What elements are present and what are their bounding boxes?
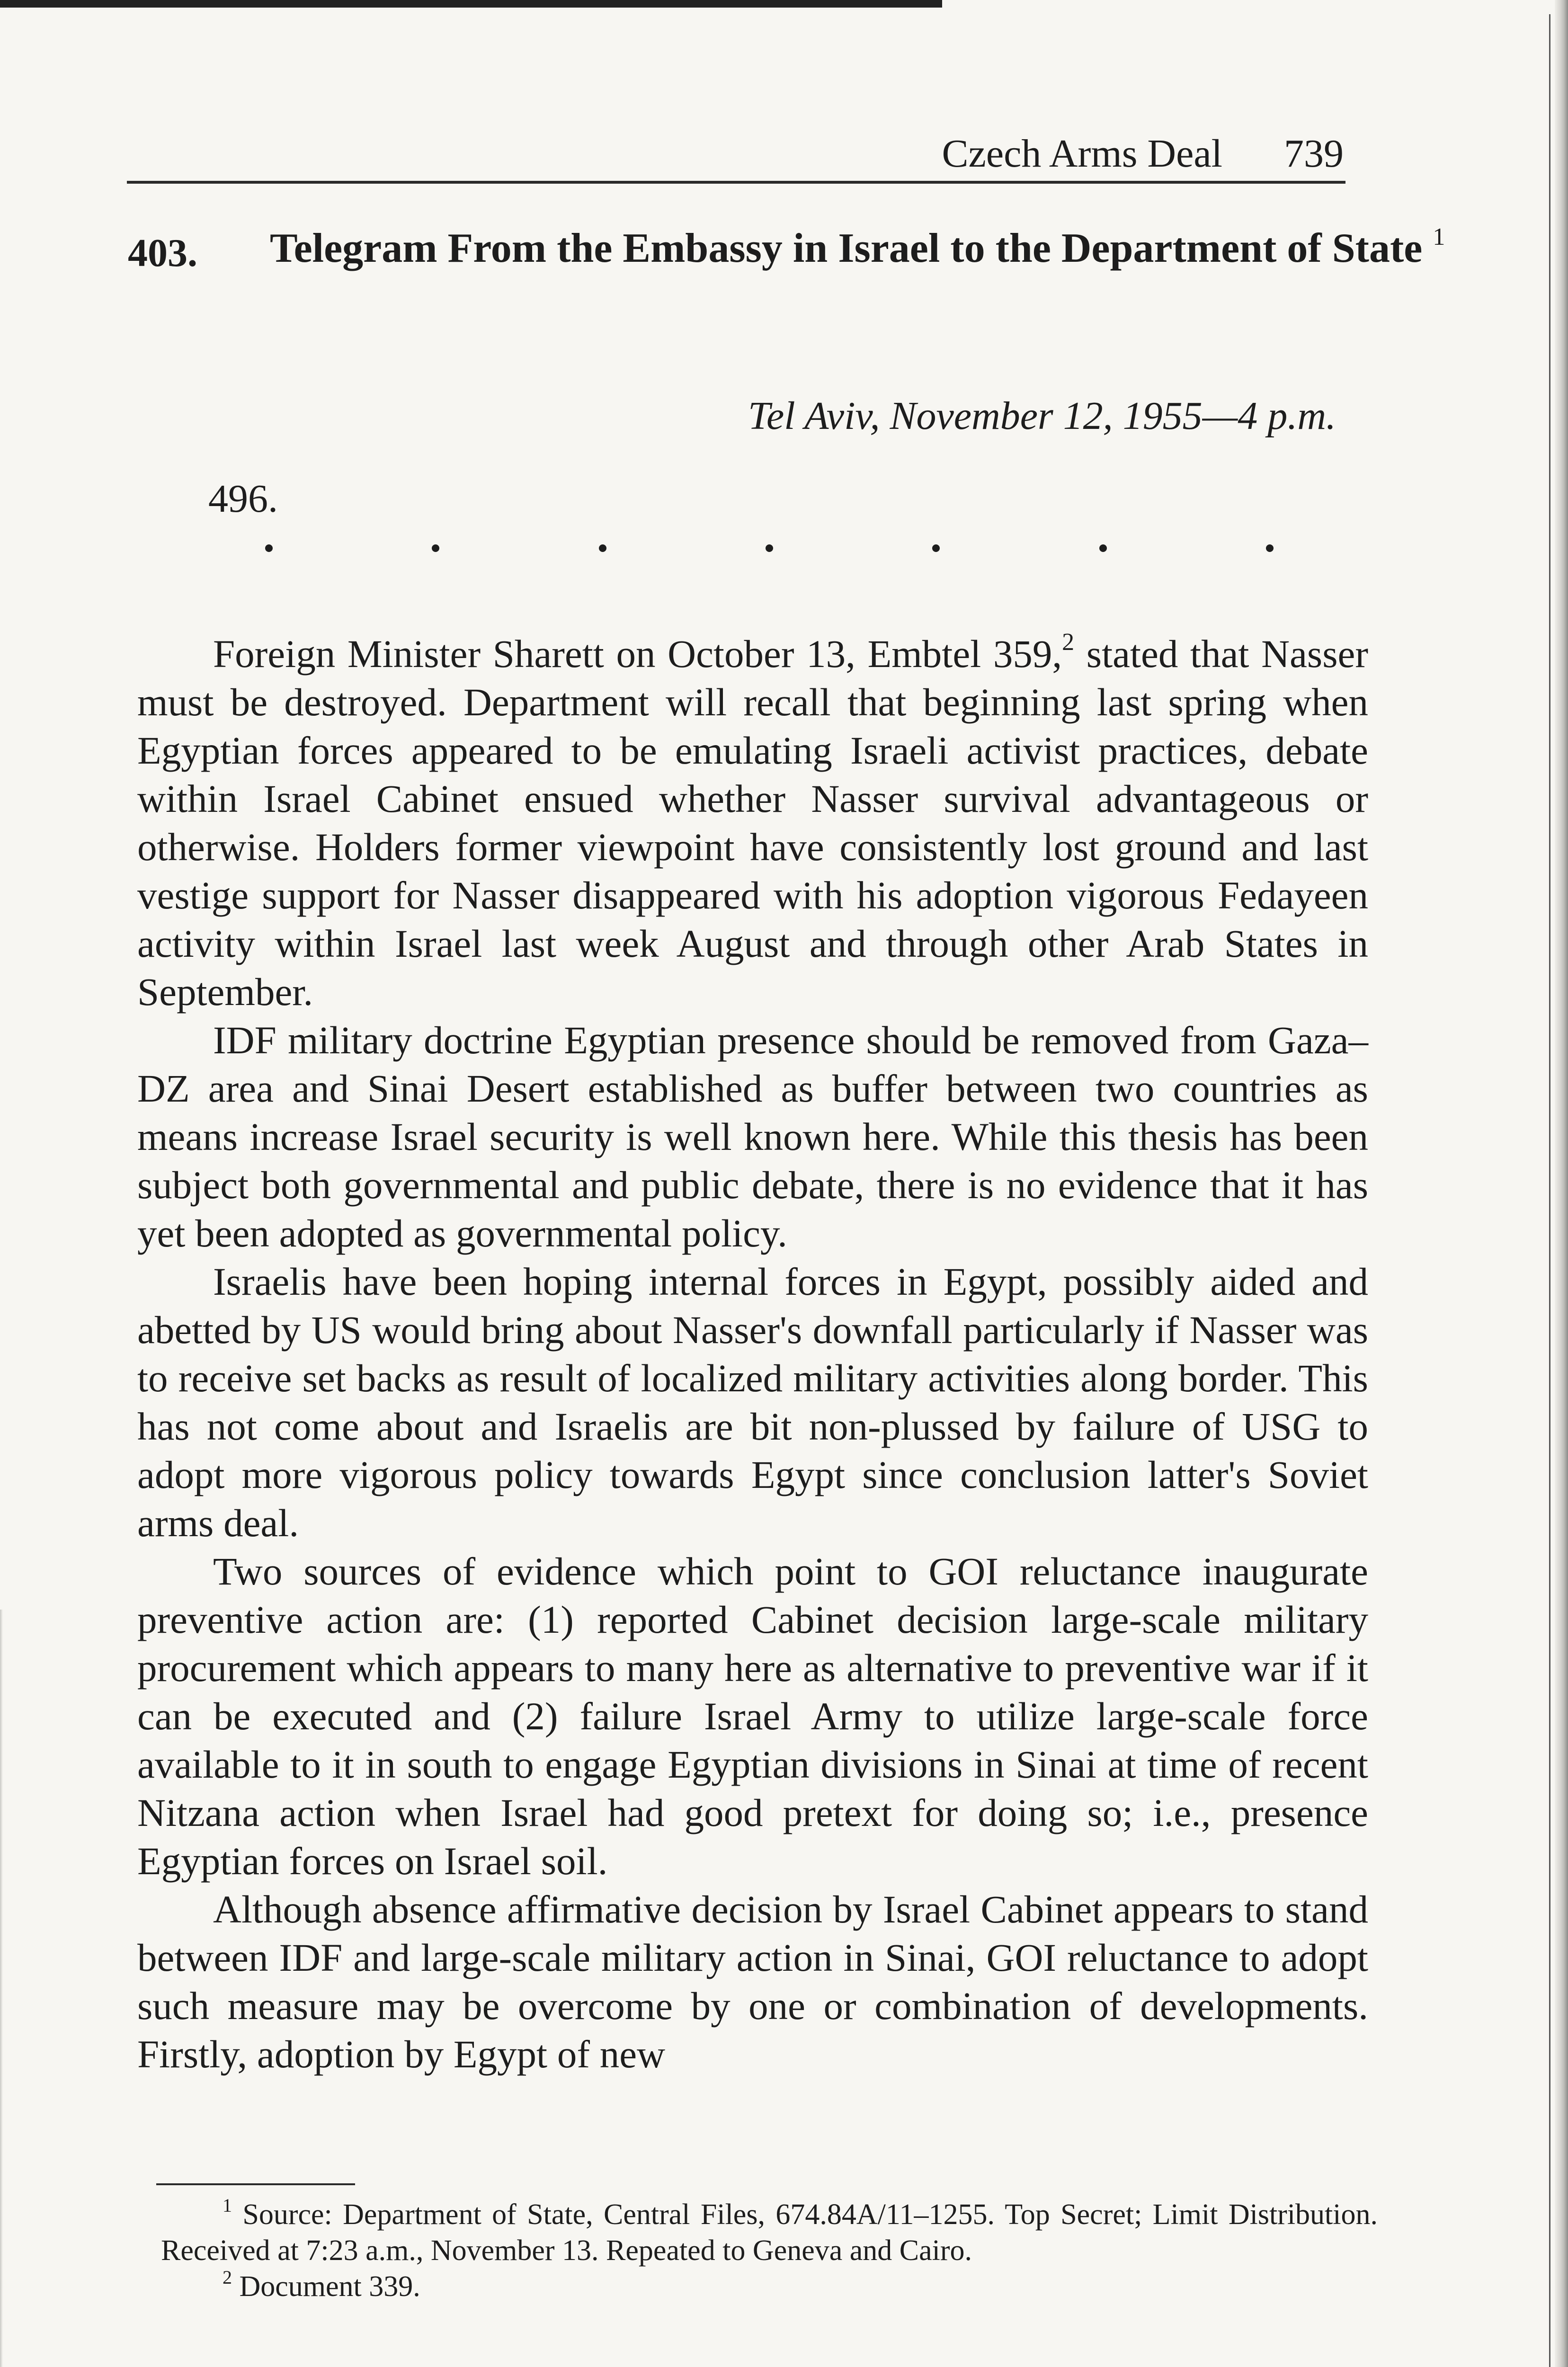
paragraph-1-rest: stated that Nasser must be destroyed. Department will recall that beginning last spring when Egyptian forces appeared to be emulating Israeli activist practices, debate within Israel Cabinet ensued whether Nasser survival advantageous or otherwise. Holders former viewpoint have consistently lost ground and last vestige support for Nasser disappeared with his adoption vigorous Fedayeen activity within Israel last week August and through other Arab States in September. xyxy=(137,632,1368,1014)
document-title xyxy=(270,218,1463,279)
footnotes xyxy=(161,2197,1378,2305)
ellipsis-dot xyxy=(1266,544,1274,552)
running-head-title: Czech Arms Deal xyxy=(942,132,1222,176)
page-left-shadow xyxy=(0,1610,3,2367)
document-number: 403. xyxy=(128,231,197,275)
ellipsis-dot xyxy=(265,544,273,552)
paragraph-2: IDF military doctrine Egyptian presence should be removed from Gaza–DZ area and Sinai Desert established as buffer between two countries as means increase Israel security is well known here. While this thesis has been subject both governmental and public debate, there is no evidence that it has yet been adopted as governmental policy. xyxy=(137,1018,1368,1255)
page-right-edge xyxy=(1555,0,1568,2367)
footnote-ref-2: 2 xyxy=(1062,629,1075,656)
paragraph-1-start: Foreign Minister Sharett on October 13, Embtel 359, xyxy=(213,632,1062,676)
footnote-2 xyxy=(161,2269,1378,2305)
dateline: Tel Aviv, November 12, 1955—4 p.m. xyxy=(748,394,1336,438)
ellipsis-dot xyxy=(432,544,439,552)
footnote-1-text: Source: Department of State, Central Files, 674.84A/11–1255. Top Secret; Limit Distribution. Received at 7:23 a.m., November 13. Repeated to Geneva and Cairo. xyxy=(161,2198,1378,2267)
page-number: 739 xyxy=(1284,132,1344,176)
footnote-ref-1: 1 xyxy=(1433,223,1445,250)
binding-edge-line xyxy=(1549,14,1550,2367)
ellipsis-dot xyxy=(1099,544,1107,552)
ellipsis-dot xyxy=(599,544,606,552)
paragraph-5: Although absence affirmative decision by Israel Cabinet appears to stand between IDF and large-scale military action in Sinai, GOI reluctance to adopt such measure may be overcome by one or combination of developments. Firstly, adoption by Egypt of new xyxy=(137,1887,1368,2076)
running-head-rule xyxy=(127,181,1345,184)
telegram-number: 496. xyxy=(208,477,278,521)
page-top-edge xyxy=(0,0,942,8)
ellipsis-dot xyxy=(932,544,940,552)
ellipsis-dot xyxy=(766,544,773,552)
footnote-2-text: Document 339. xyxy=(239,2270,420,2303)
footnote-1 xyxy=(161,2197,1378,2269)
paragraph-3: Israelis have been hoping internal forces in Egypt, possibly aided and abetted by US would bring about Nasser's downfall particularly if Nasser was to receive set backs as result of localized military activities along border. This has not come about and Israelis are bit non-plussed by failure of USG to adopt more vigorous policy towards Egypt since conclusion latter's Soviet arms deal. xyxy=(137,1260,1368,1545)
paragraph-4: Two sources of evidence which point to GOI reluctance inaugurate preventive action are: (1) reported Cabinet decision large-scale military procurement which appears to many here as alternative to preventive war if it can be executed and (2) failure Israel Army to utilize large-scale force available to it in south to engage Egyptian divisions in Sinai at time of recent Nitzana action when Israel had good pretext for doing so; i.e., presence Egyptian forces on Israel soil. xyxy=(137,1549,1368,1883)
footnote-2-marker: 2 xyxy=(223,2267,232,2288)
telegram-body xyxy=(137,630,1368,2078)
running-head xyxy=(127,127,1345,184)
paragraph-1 xyxy=(137,630,1368,1016)
footnote-1-marker: 1 xyxy=(223,2195,232,2216)
footnote-rule xyxy=(156,2183,355,2185)
document-title-text: Telegram From the Embassy in Israel to the Department of State xyxy=(270,225,1423,271)
omission-ellipsis xyxy=(265,544,1274,552)
